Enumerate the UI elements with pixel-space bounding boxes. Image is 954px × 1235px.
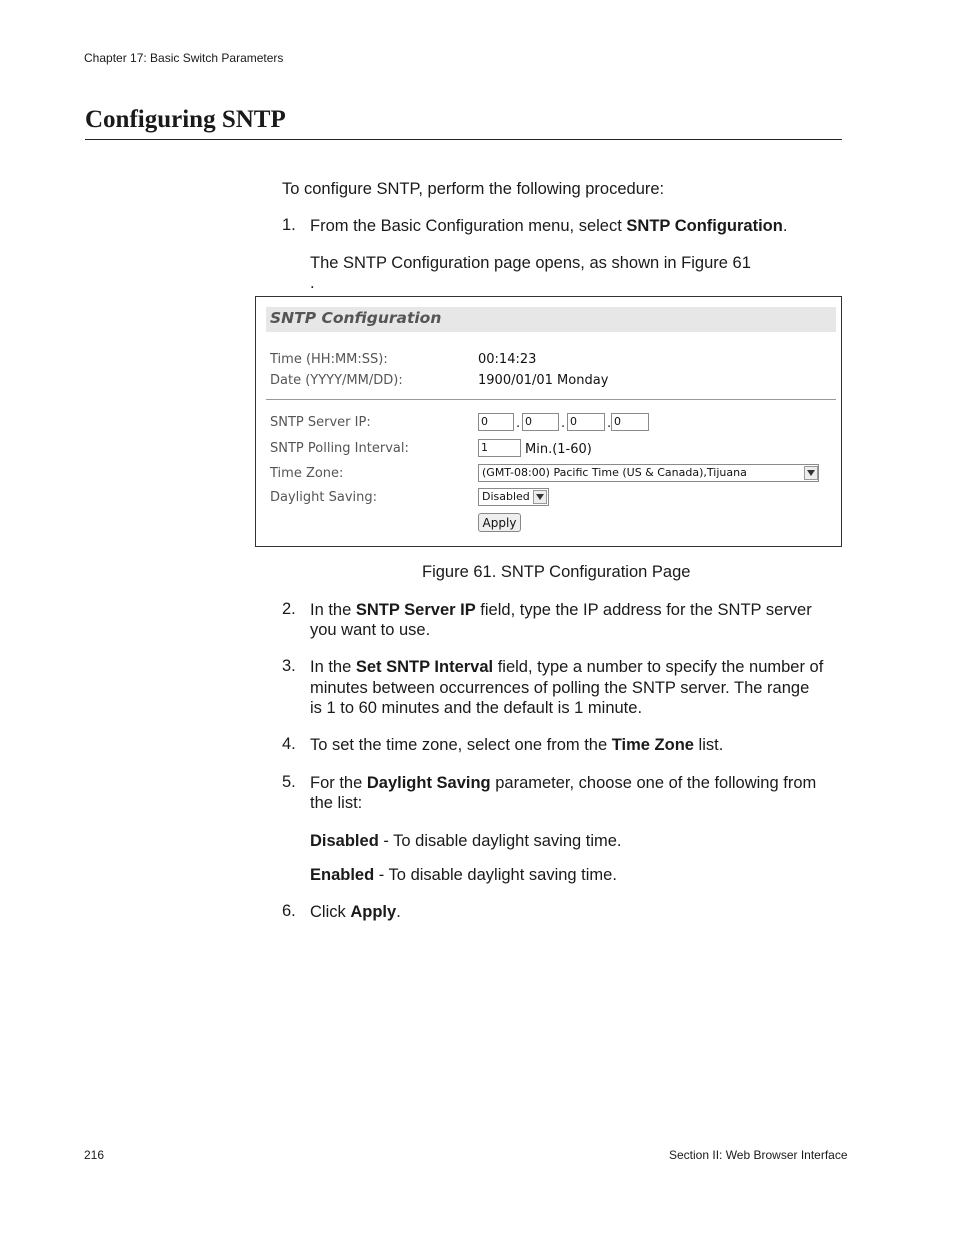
server-ip-octet-3-input[interactable]: 0: [567, 413, 605, 431]
step-1-note: The SNTP Configuration page opens, as shown in Figure 61: [310, 254, 751, 272]
date-value: 1900/01/01 Monday: [478, 373, 609, 388]
intro-text: To configure SNTP, perform the following procedure:: [282, 180, 665, 198]
page-number: 216: [84, 1148, 105, 1162]
step-3-text-line2: minutes between occurrences of polling the SNTP server. The range: [310, 679, 810, 697]
server-ip-octet-1-input[interactable]: 0: [478, 413, 514, 431]
step-5-number: 5.: [282, 773, 296, 791]
step-1-number: 1.: [282, 216, 296, 234]
daylight-saving-label: Daylight Saving:: [270, 490, 378, 505]
step-2-number: 2.: [282, 600, 296, 618]
step-1-text: From the Basic Configuration menu, select SNTP Configuration.: [310, 217, 788, 235]
step-3-text-line3: is 1 to 60 minutes and the default is 1 minute.: [310, 699, 643, 717]
step-5-text-line2: the list:: [310, 794, 363, 812]
footer-section: Section II: Web Browser Interface: [669, 1148, 848, 1162]
polling-interval-label: SNTP Polling Interval:: [270, 441, 409, 456]
server-ip-octet-4-input[interactable]: 0: [611, 413, 649, 431]
chapter-header: Chapter 17: Basic Switch Parameters: [84, 51, 284, 65]
figure-caption: Figure 61. SNTP Configuration Page: [422, 563, 691, 581]
step-3-text: In the Set SNTP Interval field, type a number to specify the number of: [310, 658, 824, 676]
apply-button[interactable]: Apply: [478, 513, 521, 532]
time-label: Time (HH:MM:SS):: [270, 352, 388, 367]
daylight-option-enabled: Enabled - To disable daylight saving time.: [310, 866, 617, 884]
polling-interval-input[interactable]: 1: [478, 439, 521, 457]
server-ip-label: SNTP Server IP:: [270, 415, 371, 430]
step-2-text-line2: you want to use.: [310, 621, 431, 639]
chevron-down-icon[interactable]: [533, 490, 547, 504]
time-value: 00:14:23: [478, 352, 537, 367]
step-5-text: For the Daylight Saving parameter, choose one of the following from: [310, 774, 817, 792]
figure-divider: [266, 399, 836, 400]
section-title: Configuring SNTP: [85, 106, 286, 133]
date-label: Date (YYYY/MM/DD):: [270, 373, 403, 388]
step-2-text: In the SNTP Server IP field, type the IP address for the SNTP server: [310, 601, 812, 619]
step-6-number: 6.: [282, 902, 296, 920]
step-1-note-dot: .: [310, 274, 315, 292]
server-ip-octet-2-input[interactable]: 0: [522, 413, 559, 431]
ip-separator: .: [607, 416, 612, 431]
step-6-text: Click Apply.: [310, 903, 401, 921]
daylight-saving-selected-value: Disabled: [482, 490, 530, 503]
step-3-number: 3.: [282, 657, 296, 675]
title-divider: [85, 139, 842, 140]
step-4-number: 4.: [282, 735, 296, 753]
time-zone-label: Time Zone:: [270, 466, 344, 481]
daylight-option-disabled: Disabled - To disable daylight saving time.: [310, 832, 622, 850]
polling-interval-unit: Min.(1-60): [525, 442, 592, 457]
time-zone-select[interactable]: [478, 464, 819, 482]
step-4-text: To set the time zone, select one from the Time Zone list.: [310, 736, 724, 754]
sntp-configuration-figure: [255, 296, 842, 547]
chevron-down-icon[interactable]: [804, 466, 818, 480]
figure-title: SNTP Configuration: [270, 309, 442, 327]
ip-separator: .: [516, 416, 521, 431]
time-zone-selected-value: (GMT-08:00) Pacific Time (US & Canada),Tijuana: [482, 466, 747, 479]
ip-separator: .: [561, 416, 566, 431]
